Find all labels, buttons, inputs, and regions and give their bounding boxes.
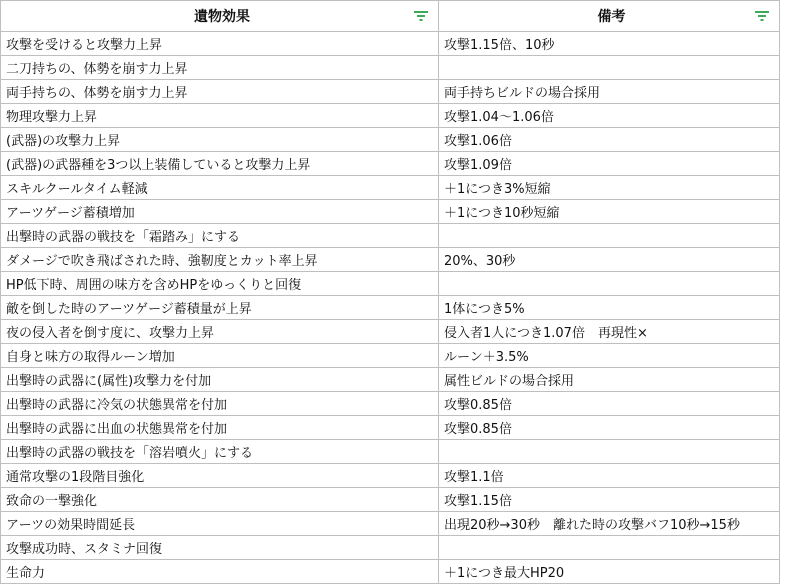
note-cell[interactable]: 攻撃1.09倍 — [439, 152, 780, 176]
table-row — [1, 344, 780, 368]
note-cell[interactable]: 攻撃1.15倍 — [439, 488, 780, 512]
note-cell[interactable]: 攻撃1.06倍 — [439, 128, 780, 152]
effect-cell[interactable]: (武器)の攻撃力上昇 — [1, 128, 439, 152]
note-cell[interactable]: ルーン＋3.5% — [439, 344, 780, 368]
note-cell[interactable] — [439, 56, 780, 80]
header-row — [1, 1, 780, 32]
effect-cell[interactable]: アーツゲージ蓄積増加 — [1, 200, 439, 224]
effect-cell[interactable]: スキルクールタイム軽減 — [1, 176, 439, 200]
note-cell[interactable] — [439, 440, 780, 464]
note-cell[interactable]: 出現20秒→30秒 離れた時の攻撃バフ10秒→15秒 — [439, 512, 780, 536]
note-cell[interactable]: 攻撃0.85倍 — [439, 416, 780, 440]
note-cell[interactable]: ＋1につき3%短縮 — [439, 176, 780, 200]
effect-cell[interactable]: 出撃時の武器に(属性)攻撃力を付加 — [1, 368, 439, 392]
effect-cell[interactable]: 物理攻撃力上昇 — [1, 104, 439, 128]
filter-icon[interactable] — [755, 11, 769, 21]
table-row — [1, 392, 780, 416]
table-row — [1, 296, 780, 320]
note-cell[interactable]: 侵入者1人につき1.07倍 再現性× — [439, 320, 780, 344]
effect-cell[interactable]: 出撃時の武器に出血の状態異常を付加 — [1, 416, 439, 440]
table-row — [1, 560, 780, 584]
table-row — [1, 128, 780, 152]
note-cell[interactable]: ＋1につき最大HP20 — [439, 560, 780, 584]
note-cell[interactable] — [439, 272, 780, 296]
table-row — [1, 488, 780, 512]
note-cell[interactable]: 攻撃1.1倍 — [439, 464, 780, 488]
table-row — [1, 416, 780, 440]
column-header-note[interactable] — [439, 1, 780, 32]
effect-cell[interactable]: 生命力 — [1, 560, 439, 584]
note-cell[interactable]: 1体につき5% — [439, 296, 780, 320]
table-row — [1, 512, 780, 536]
effect-cell[interactable]: ダメージで吹き飛ばされた時、強靭度とカット率上昇 — [1, 248, 439, 272]
note-cell[interactable] — [439, 536, 780, 560]
table-row — [1, 320, 780, 344]
table-row — [1, 32, 780, 56]
filter-icon[interactable] — [414, 11, 428, 21]
table-row — [1, 152, 780, 176]
note-cell[interactable]: 攻撃0.85倍 — [439, 392, 780, 416]
effect-cell[interactable]: 夜の侵入者を倒す度に、攻撃力上昇 — [1, 320, 439, 344]
effect-cell[interactable]: 出撃時の武器の戦技を「溶岩噴火」にする — [1, 440, 439, 464]
note-cell[interactable]: 攻撃1.15倍、10秒 — [439, 32, 780, 56]
table-row — [1, 464, 780, 488]
effect-cell[interactable]: HP低下時、周囲の味方を含めHPをゆっくりと回復 — [1, 272, 439, 296]
table-row — [1, 56, 780, 80]
effect-cell[interactable]: 両手持ちの、体勢を崩す力上昇 — [1, 80, 439, 104]
column-header-effect[interactable] — [1, 1, 439, 32]
effect-cell[interactable]: アーツの効果時間延長 — [1, 512, 439, 536]
effect-cell[interactable]: 敵を倒した時のアーツゲージ蓄積量が上昇 — [1, 296, 439, 320]
effect-cell[interactable]: 出撃時の武器に冷気の状態異常を付加 — [1, 392, 439, 416]
table-row — [1, 440, 780, 464]
table-row — [1, 176, 780, 200]
table-row — [1, 272, 780, 296]
table-row — [1, 80, 780, 104]
effect-cell[interactable]: 出撃時の武器の戦技を「霜踏み」にする — [1, 224, 439, 248]
effect-cell[interactable]: 二刀持ちの、体勢を崩す力上昇 — [1, 56, 439, 80]
note-cell[interactable]: 攻撃1.04～1.06倍 — [439, 104, 780, 128]
effect-cell[interactable]: (武器)の武器種を3つ以上装備していると攻撃力上昇 — [1, 152, 439, 176]
effect-cell[interactable]: 自身と味方の取得ルーン増加 — [1, 344, 439, 368]
column-header-effect-label: 遺物効果 — [194, 9, 250, 25]
table-row — [1, 224, 780, 248]
note-cell[interactable]: ＋1につき10秒短縮 — [439, 200, 780, 224]
note-cell[interactable] — [439, 224, 780, 248]
table-row — [1, 368, 780, 392]
note-cell[interactable]: 属性ビルドの場合採用 — [439, 368, 780, 392]
table-row — [1, 248, 780, 272]
effect-cell[interactable]: 通常攻撃の1段階目強化 — [1, 464, 439, 488]
effect-cell[interactable]: 攻撃を受けると攻撃力上昇 — [1, 32, 439, 56]
effect-cell[interactable]: 攻撃成功時、スタミナ回復 — [1, 536, 439, 560]
effect-cell[interactable]: 致命の一撃強化 — [1, 488, 439, 512]
table-row — [1, 536, 780, 560]
table-row — [1, 104, 780, 128]
note-cell[interactable]: 20%、30秒 — [439, 248, 780, 272]
column-header-note-label: 備考 — [597, 9, 626, 25]
table-row — [1, 200, 780, 224]
note-cell[interactable]: 両手持ちビルドの場合採用 — [439, 80, 780, 104]
